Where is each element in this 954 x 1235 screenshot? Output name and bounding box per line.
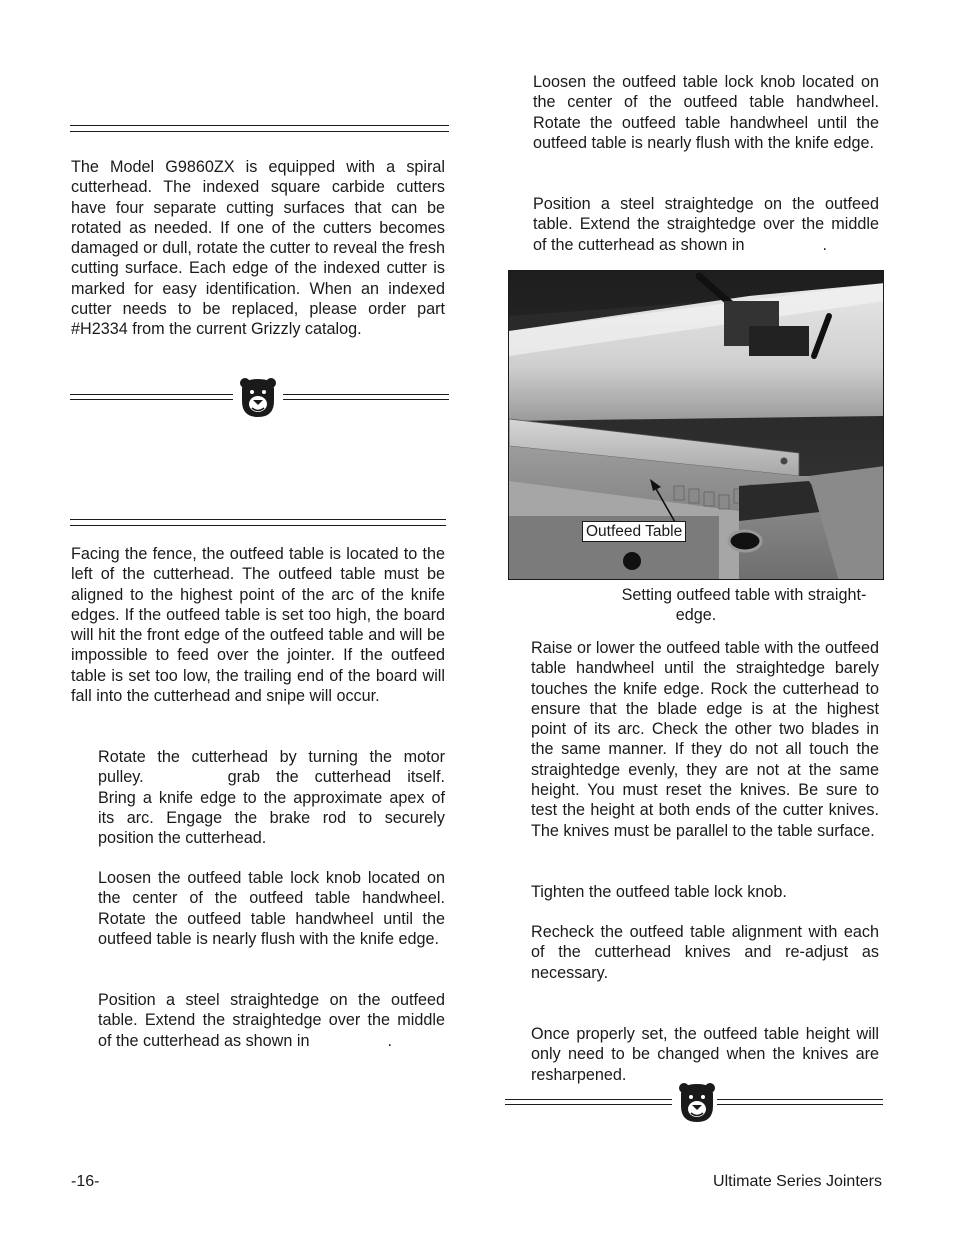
straightedge-photo [508,270,884,580]
step-recheck-alignment: Recheck the outfeed table alignment with each of the cutterhead knives and re-adjust as necessary. [531,923,879,982]
step-raise-lower-table: Raise or lower the outfeed table with the outfeed table handwheel until the straightedge barely touches the knife edge. Rock the cutterhead to ensure that the blade edge is at the highest point of its arc. Check the other two blades in the same manner. If they do not all touch the straightedge evenly, they are not at the same height. You must reset the knives. Be sure to test the height at both ends of the cutter knives. The knives must be parallel to the table surface. [531,639,879,840]
bear-divider-right [505,1080,883,1124]
section-rule-cutterhead [70,125,449,132]
step-loosen-lock-knob-right: Loosen the outfeed table lock knob located on the center of the outfeed table handwheel. Rotate the outfeed table handwheel until the outfeed table is nearly flush with the knife edge. [533,73,879,152]
grizzly-bear-logo-icon [677,1080,717,1124]
manual-title: Ultimate Series Jointers [713,1173,882,1190]
step-rotate-cutterhead: Rotate the cutterhead by turning the motor pulley. grab the cutterhead itself. Bring a knife edge to the approximate apex of its arc. Engage the brake rod to securely position the cutterhead. [98,748,445,848]
bear-divider-left [70,375,449,419]
outfeed-intro-paragraph: Facing the fence, the outfeed table is located to the left of the cutterhead. The outfeed table must be aligned to the highest point of the arc of the knife edges. If the outfeed table is set too high, the board will hit the front edge of the outfeed table and will be impossible to feed over the jointer. If the outfeed table is set too low, the trailing end of the board will fall into the cutterhead and snipe will occur. [71,545,445,706]
step-tighten-lock-knob: Tighten the outfeed table lock knob. [531,883,787,901]
step-position-straightedge-left: Position a steel straightedge on the outfeed table. Extend the straightedge over the middle of the cutterhead as shown in . [98,991,445,1050]
step-position-straightedge-right: Position a steel straightedge on the outfeed table. Extend the straightedge over the middle of the cutterhead as shown in . [533,195,879,254]
page-number: -16- [71,1173,100,1190]
step-loosen-lock-knob-left: Loosen the outfeed table lock knob located on the center of the outfeed table handwheel. Rotate the outfeed table handwheel until the outfeed table is nearly flush with the knife edge. [98,869,445,948]
photo-caption-line2: edge. [675,606,717,624]
step-once-properly-set: Once properly set, the outfeed table height will only need to be changed when the knives are resharpened. [531,1025,879,1084]
cutterhead-paragraph: The Model G9860ZX is equipped with a spiral cutterhead. The indexed square carbide cutters have four separate cutting surfaces that can be rotated as needed. If one of the cutters becomes damaged or dull, rotate the cutter to reveal the fresh cutting surface. Each edge of the indexed cutter is marked for easy identification. When an indexed cutter needs to be replaced, please order part #H2334 from the current Grizzly catalog. [71,158,445,339]
photo-caption-line1: Setting outfeed table with straight- [621,586,867,604]
grizzly-bear-logo-icon [238,375,278,419]
section-rule-outfeed [70,519,446,526]
outfeed-table-label: Outfeed Table [582,521,686,542]
